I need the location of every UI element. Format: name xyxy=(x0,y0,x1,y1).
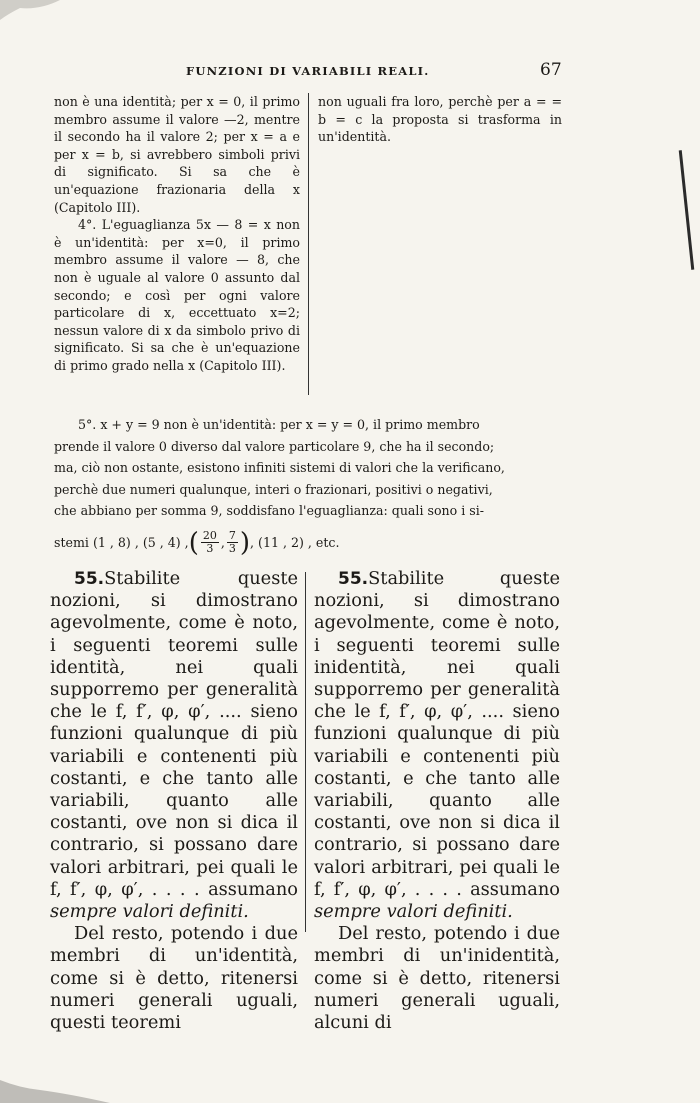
page-number: 67 xyxy=(540,60,562,80)
section-55-paragraph-2: Del resto, potendo i due membri di un'identità, come si è detto, ritenersi numeri generali uguali, questi teoremi xyxy=(50,923,298,1034)
fraction-7-3 xyxy=(227,530,238,555)
section-number: 55. xyxy=(74,569,105,589)
section-text: Stabilite queste nozioni, si dimostrano agevolmente, come è noto, i seguenti teoremi sulle identità, nei quali supporremo per generalità che le f, f′, φ, φ′, .... sieno funzioni qualunque di più variabili e contenenti più costanti, e che tanto alle variabili, quanto alle costanti, ove non si dica il contrario, si possano dare valori arbitrari, pei quali le f, f′, φ, φ′, . . . . assumano xyxy=(50,568,298,900)
fraction-denominator: 3 xyxy=(228,542,236,555)
page-edge-mark xyxy=(679,150,695,270)
column-divider-bottom xyxy=(305,572,306,932)
close-paren-glyph: ) xyxy=(239,527,251,558)
column-divider-top xyxy=(308,93,309,395)
paragraph-5 xyxy=(54,416,562,556)
paragraph-5-line: ma, ciò non ostante, esistono infiniti sistemi di valori che la verificano, xyxy=(54,460,505,475)
section-55-paragraph-2: Del resto, potendo i due membri di un'inidentità, come si è detto, ritenersi numeri generali uguali, alcuni di xyxy=(314,923,560,1034)
section-55-paragraph xyxy=(50,568,298,923)
systems-prefix: stemi (1 , 8) , (5 , 4) , xyxy=(54,534,189,550)
top-left-column xyxy=(54,93,300,375)
section-55-paragraph xyxy=(314,568,560,923)
paragraph-5-line: prende il valore 0 diverso dal valore particolare 9, che ha il secondo; xyxy=(54,438,495,454)
fraction-numerator: 7 xyxy=(228,529,236,542)
fraction-20-3 xyxy=(201,530,219,555)
bottom-left-smudge xyxy=(0,1060,120,1103)
section-italic-text: sempre valori definiti. xyxy=(314,901,513,923)
section-text: Stabilite queste nozioni, si dimostrano agevolmente, come è noto, i seguenti teoremi sulle inidentità, nei quali supporremo per generalità che le f, f′, φ, φ′, .... sieno funzioni qualunque di più variabili e contenenti più costanti, e che tanto alle variabili, quanto alle costanti, ove non si dica il contrario, si possano dare valori arbitrari, pei quali le f, f′, φ, φ′, . . . . assumano xyxy=(314,568,560,900)
paragraph-5-line: che abbiano per somma 9, soddisfano l'eguaglianza: quali sono i si- xyxy=(54,503,485,518)
section-55-right-column xyxy=(314,568,560,1034)
top-right-column xyxy=(318,93,562,146)
section-55-left-column xyxy=(50,568,298,1034)
paragraph-3-end: non è una identità; per x = 0, il primo membro assume il valore —2, mentre il secondo ha il valore 2; per x = a e per x = b, si avrebbero simboli privi di significato. Si sa che è un'equazione frazionaria della x (Capitolo III). xyxy=(54,94,300,215)
paragraph-5-line: perchè due numeri qualunque, interi o frazionari, positivi o negativi, xyxy=(54,481,493,497)
top-left-smudge xyxy=(0,0,90,30)
systems-suffix: , (11 , 2) , etc. xyxy=(250,534,340,550)
fraction-denominator: 3 xyxy=(206,542,214,555)
example-systems xyxy=(54,527,562,558)
section-italic-text: sempre valori definiti. xyxy=(50,901,249,923)
section-number: 55. xyxy=(338,569,369,589)
paragraph-right-end: non uguali fra loro, perchè per a = = b = c la proposta si trasforma in un'identità. xyxy=(318,94,562,145)
fraction-numerator: 20 xyxy=(202,529,217,542)
paragraph-5-line: 5°. x + y = 9 non è un'identità: per x = y = 0, il primo membro xyxy=(78,417,480,432)
running-head: FUNZIONI DI VARIABILI REALI. xyxy=(186,64,430,78)
paragraph-4: 4°. L'eguaglianza 5x — 8 = x non è un'identità: per x=0, il primo membro assume il valore — 8, che non è uguale al valore 0 assunto dal secondo; e così per ogni valore particolare di x, eccettuato x=2; nessun valore di x da simbolo privo di significato. Si sa che è un'equazione di primo grado nella x (Capitolo III). xyxy=(54,217,300,373)
comma-glyph: , xyxy=(220,534,225,550)
open-paren-glyph: ( xyxy=(188,527,199,558)
